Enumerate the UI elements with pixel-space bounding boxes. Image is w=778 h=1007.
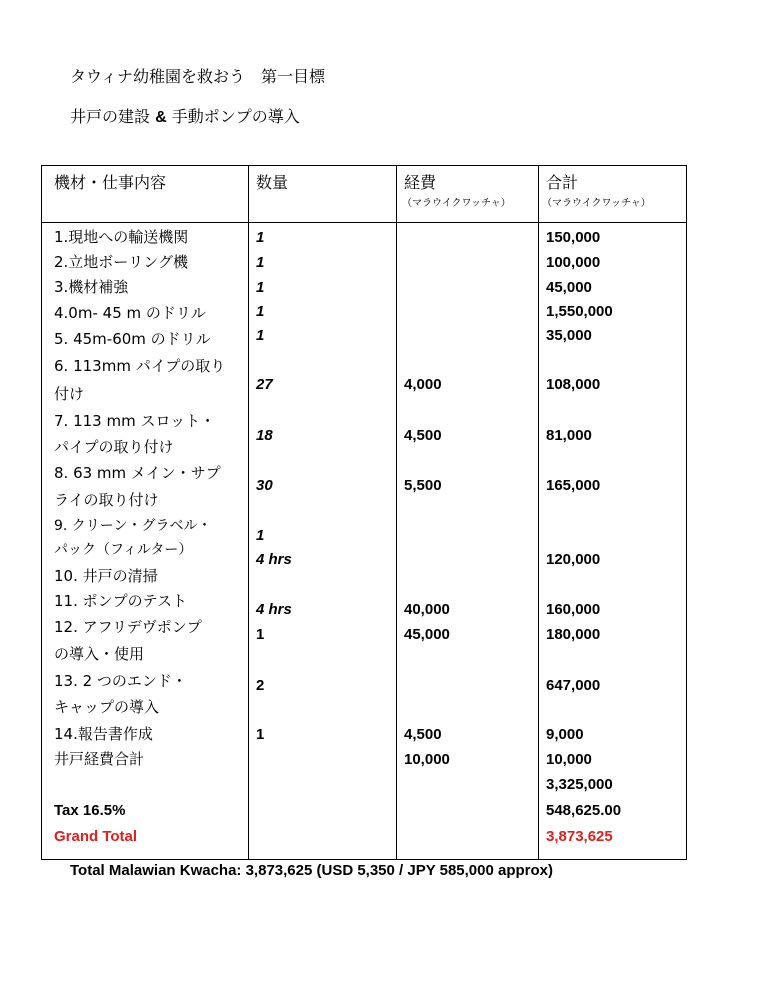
total-value: 35,000 [546,327,592,344]
total-value: 150,000 [546,229,601,246]
cost-value: 40,000 [404,601,450,618]
item-label: 8. 63 mm メイン・サプ [54,464,221,482]
tax-label: Tax 16.5% [54,802,126,819]
total-value: 45,000 [546,279,592,296]
qty-value: 1 [256,279,265,296]
item-label: 4.0m- 45 m のドリル [54,304,206,322]
tax-value: 548,625.00 [546,802,622,819]
grand-total-value: 3,873,625 [546,828,613,845]
item-label: 1.現地への輸送機関 [54,228,189,246]
header-cost-unit: （マラウイクワッチャ） [402,198,511,209]
header-divider [42,222,686,223]
total-value: 108,000 [546,376,601,393]
item-label: パック（フィルター） [54,542,193,558]
qty-value: 4 hrs [256,601,292,618]
cost-value: 4,000 [404,376,442,393]
header-qty: 数量 [256,173,289,192]
item-label: 14.報告書作成 [54,725,153,743]
item-label: ライの取り付け [54,491,159,509]
qty-value: 1 [256,254,265,271]
footer-total-summary: Total Malawian Kwacha: 3,873,625 (USD 5,350 / JPY 585,000 approx) [70,862,554,879]
qty-value: 27 [256,376,273,393]
item-label: 付け [54,385,85,403]
item-label: 井戸経費合計 [54,750,145,768]
grand-total-label: Grand Total [54,828,138,845]
column-divider [248,166,249,859]
item-label: 2.立地ボーリング機 [54,253,189,271]
document-title: タウィナ幼稚園を救おう 第一目標 [70,67,326,86]
total-value: 160,000 [546,601,601,618]
item-label: 11. ポンプのテスト [54,592,188,610]
item-label: キャップの導入 [54,698,160,716]
total-value: 9,000 [546,726,584,743]
subtotal-value: 3,325,000 [546,776,613,793]
qty-value: 1 [256,726,265,743]
cost-value: 4,500 [404,726,442,743]
item-label: 5. 45m-60m のドリル [54,330,211,348]
document-subtitle: 井戸の建設 & 手動ポンプの導入 [70,107,300,126]
column-divider [538,166,539,859]
qty-value: 1 [256,303,265,320]
cost-value: 4,500 [404,427,442,444]
qty-value: 1 [256,229,265,246]
qty-value: 1 [256,327,265,344]
qty-value: 30 [256,477,273,494]
header-total: 合計 [546,173,579,192]
total-value: 100,000 [546,254,601,271]
total-value: 165,000 [546,477,601,494]
item-label: 13. 2 つのエンド・ [54,672,187,690]
total-value: 120,000 [546,551,601,568]
total-value: 180,000 [546,626,601,643]
cost-value: 45,000 [404,626,450,643]
item-label: 7. 113 mm スロット・ [54,412,216,430]
header-total-unit: （マラウイクワッチャ） [542,198,651,209]
header-cost: 経費 [404,173,437,192]
item-label: 3.機材補強 [54,278,129,296]
total-value: 647,000 [546,677,601,694]
item-label: の導入・使用 [54,645,145,663]
item-label: 6. 113mm パイプの取り [54,357,226,375]
budget-table [41,165,687,860]
qty-value: 1 [256,626,265,643]
cost-value: 10,000 [404,751,450,768]
total-value: 81,000 [546,427,592,444]
cost-value: 5,500 [404,477,442,494]
qty-value: 2 [256,677,265,694]
qty-value: 18 [256,427,273,444]
total-value: 10,000 [546,751,592,768]
item-label: 9. クリーン・グラベル・ [54,518,212,534]
header-item: 機材・仕事内容 [54,173,167,192]
item-label: 12. アフリデヴポンプ [54,618,202,636]
qty-value: 4 hrs [256,551,292,568]
column-divider [396,166,397,859]
qty-value: 1 [256,527,265,544]
item-label: パイプの取り付け [54,438,174,456]
total-value: 1,550,000 [546,303,613,320]
item-label: 10. 井戸の清掃 [54,567,158,585]
